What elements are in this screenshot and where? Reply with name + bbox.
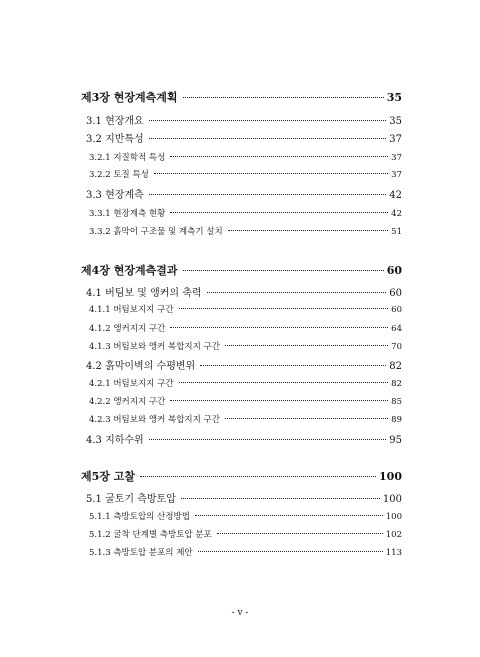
dot-leader: [198, 551, 383, 552]
toc-entry-4-1-3: [89, 340, 402, 352]
toc-entry-5-1-1: [89, 510, 402, 522]
toc-label: 3.3.1 현장계측 현황: [89, 209, 166, 219]
toc-entry-4-1-1: [89, 303, 402, 315]
toc-page-number: 37: [391, 153, 402, 163]
toc-label: 제3장 현장계측계획: [81, 91, 178, 104]
toc-page-number: 82: [391, 379, 402, 389]
dot-leader: [154, 173, 388, 174]
toc-page-number: 60: [391, 305, 402, 315]
dot-leader: [200, 365, 386, 366]
dot-leader: [140, 476, 376, 477]
dot-leader: [149, 439, 387, 440]
dot-leader: [179, 382, 389, 383]
toc-label: 제5장 고찰: [81, 470, 135, 483]
toc-page-number: 42: [391, 209, 402, 219]
dot-leader: [149, 194, 387, 195]
page-number-footer: - v -: [231, 608, 249, 618]
dot-leader: [170, 212, 388, 213]
toc-label: 제4장 현장계측결과: [81, 264, 178, 277]
toc-page-number: 95: [389, 435, 402, 446]
toc-page-number: 82: [389, 361, 402, 372]
toc-entry-4-1-2: [89, 322, 402, 334]
toc-page-number: 100: [379, 470, 402, 483]
dot-leader: [195, 515, 383, 516]
toc-page-number: 60: [386, 264, 402, 277]
dot-leader: [170, 327, 388, 328]
toc-page-number: 51: [391, 227, 402, 237]
toc-label: 5.1 굴토기 측방토압: [86, 494, 176, 505]
toc-label: 4.2.2 앵커지지 구간: [89, 397, 166, 407]
toc-page-number: 37: [389, 134, 402, 145]
toc-entry-5-1-2: [89, 528, 402, 540]
dot-leader: [149, 138, 387, 139]
toc-entry-5-1-3: [89, 546, 402, 558]
toc-page-number: 113: [385, 548, 402, 558]
toc-label: 3.2.1 지질학적 특성: [89, 153, 166, 163]
toc-page-number: 60: [389, 288, 402, 299]
toc-entry-3-2-1: [89, 151, 402, 163]
toc-entry-4-2-3: [89, 413, 402, 425]
toc-page-number: 42: [389, 190, 402, 201]
toc-page-number: 35: [386, 91, 402, 104]
toc-entry-chapter-4: [81, 262, 402, 278]
toc-entry-3-3-2: [89, 225, 402, 237]
toc-page-number: 100: [382, 494, 402, 505]
dot-leader: [170, 156, 388, 157]
toc-label: 4.2 흙막이벽의 수평변위: [86, 361, 196, 372]
toc-entry-4-1: [86, 284, 402, 299]
toc-label: 3.3.2 흙막이 구조물 및 계측기 설치: [89, 227, 223, 237]
toc-label: 4.3 지하수위: [86, 435, 144, 446]
dot-leader: [181, 498, 380, 499]
toc-page-number: 35: [389, 116, 402, 127]
dot-leader: [149, 120, 387, 121]
toc-entry-3-1: [86, 112, 402, 127]
toc-entry-3-3: [86, 186, 402, 201]
toc-entry-4-3: [86, 431, 402, 446]
toc-label: 4.1 버팀보 및 앵커의 축력: [86, 288, 202, 299]
toc-label: 5.1.2 굴착 단계별 측방토압 분포: [89, 530, 212, 540]
toc-label: 3.2.2 토질 특성: [89, 170, 149, 180]
toc-page-number: 89: [391, 415, 402, 425]
toc-label: 5.1.1 측방토압의 산정방법: [89, 512, 190, 522]
dot-leader: [217, 533, 383, 534]
toc-entry-3-2-2: [89, 168, 402, 180]
toc-label: 4.1.2 앵커지지 구간: [89, 324, 166, 334]
toc-page-number: 85: [391, 397, 402, 407]
toc-label: 4.2.1 버팀보지지 구간: [89, 379, 174, 389]
toc-entry-3-3-1: [89, 207, 402, 219]
toc-entry-4-2-1: [89, 377, 402, 389]
toc-page-number: 64: [391, 324, 402, 334]
toc-label: 4.1.1 버팀보지지 구간: [89, 305, 174, 315]
toc-entry-4-2: [86, 357, 402, 372]
dot-leader: [183, 97, 384, 98]
toc-page-number: 70: [391, 342, 402, 352]
dot-leader: [228, 230, 389, 231]
dot-leader: [183, 270, 384, 271]
dot-leader: [179, 308, 389, 309]
toc-entry-chapter-3: [81, 89, 402, 105]
toc-page-number: 100: [385, 512, 402, 522]
toc-label: 4.1.3 버팀보와 앵커 복합지지 구간: [89, 342, 220, 352]
toc-page-number: 102: [385, 530, 402, 540]
dot-leader: [207, 292, 387, 293]
toc-entry-chapter-5: [81, 468, 402, 484]
toc-entry-4-2-2: [89, 395, 402, 407]
dot-leader: [225, 418, 388, 419]
toc-label: 3.2 지반특성: [86, 134, 144, 145]
toc-page-number: 37: [391, 170, 402, 180]
toc-label: 5.1.3 측방토압 분포의 제안: [89, 548, 193, 558]
dot-leader: [225, 345, 388, 346]
toc-entry-3-2: [86, 130, 402, 145]
toc-label: 4.2.3 버팀보와 앵커 복합지지 구간: [89, 415, 220, 425]
toc-label: 3.1 현장개요: [86, 116, 144, 127]
dot-leader: [170, 400, 388, 401]
toc-label: 3.3 현장계측: [86, 190, 144, 201]
toc-entry-5-1: [86, 490, 402, 505]
